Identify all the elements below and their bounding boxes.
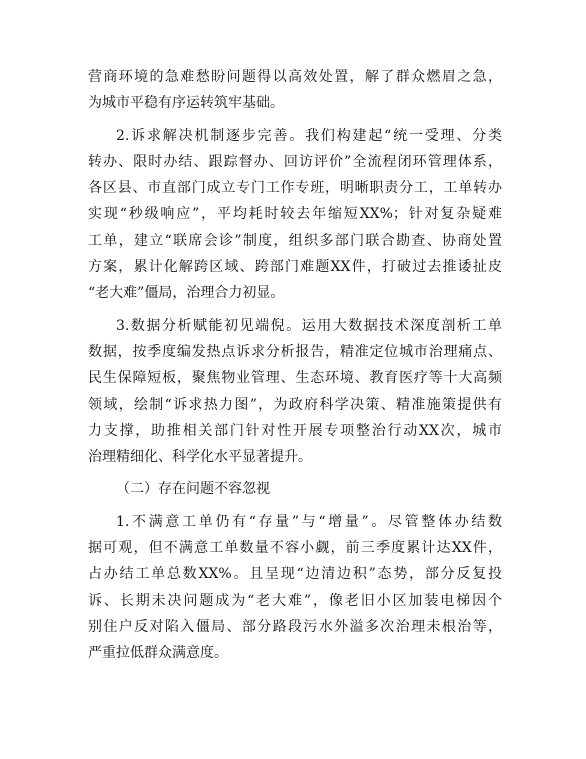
- text-line: 方案，累计化解跨区域、跨部门难题XX件，打破过去推诿扯皮: [88, 259, 502, 276]
- text-line: 营商环境的急难愁盼问题得以高效处置，解了群众燃眉之急，: [88, 69, 502, 85]
- text-line: 转办、限时办结、跟踪督办、回访评价”全流程闭环管理体系，: [88, 153, 502, 170]
- paragraph-unsatisfied-orders: [88, 509, 502, 667]
- text-line: 据可观，但不满意工单数量不容小觑，前三季度累计达XX件，: [88, 540, 502, 557]
- text-line: 为城市平稳有序运转筑牢基础。: [88, 95, 284, 112]
- heading-line: （二）存在问题不容忽视: [116, 481, 270, 498]
- text-line: 实现“秒级响应”，平均耗时较去年缩短XX%；针对复杂疑难: [88, 206, 502, 223]
- text-line: 数据，按季度编发热点诉求分析报告，精准定位城市治理痛点、: [88, 343, 502, 360]
- text-line: 领域，绘制“诉求热力图”，为政府科学决策、精准施策提供有: [88, 396, 502, 413]
- text-line: 严重拉低群众满意度。: [88, 645, 228, 662]
- text-line: 诉、长期未决问题成为“老大难”，像老旧小区加装电梯因个: [88, 592, 502, 609]
- paragraph-mechanism: [88, 123, 502, 307]
- text-line: 民生保障短板，聚焦物业管理、生态环境、教育医疗等十大高频: [88, 370, 502, 387]
- text-line: 工单，建立“联席会诊”制度，组织多部门联合勘查、协商处置: [88, 232, 502, 249]
- text-line: 占办结工单总数XX%。且呈现“边清边积”态势，部分反复投: [88, 566, 502, 583]
- paragraph-continuation: [88, 64, 502, 117]
- section-heading: [88, 476, 502, 502]
- text-line: 1.不满意工单仍有“存量”与“增量”。尽管整体办结数: [116, 513, 502, 530]
- text-line: “老大难”僵局，治理合力初显。: [88, 285, 285, 302]
- paragraph-data-analysis: [88, 313, 502, 471]
- text-line: 3.数据分析赋能初见端倪。运用大数据技术深度剖析工单: [116, 317, 502, 334]
- text-line: 治理精细化、科学化水平显著提升。: [88, 449, 312, 466]
- text-line: 各区县、市直部门成立专门工作专班，明晰职责分工，工单转办: [88, 180, 502, 197]
- text-line: 2.诉求解决机制逐步完善。我们构建起“统一受理、分类: [116, 127, 502, 144]
- text-line: 力支撑，助推相关部门针对性开展专项整治行动XX次，城市: [88, 422, 502, 439]
- document-body: [88, 64, 502, 667]
- text-line: 别住户反对陷入僵局、部分路段污水外溢多次治理未根治等，: [88, 618, 502, 635]
